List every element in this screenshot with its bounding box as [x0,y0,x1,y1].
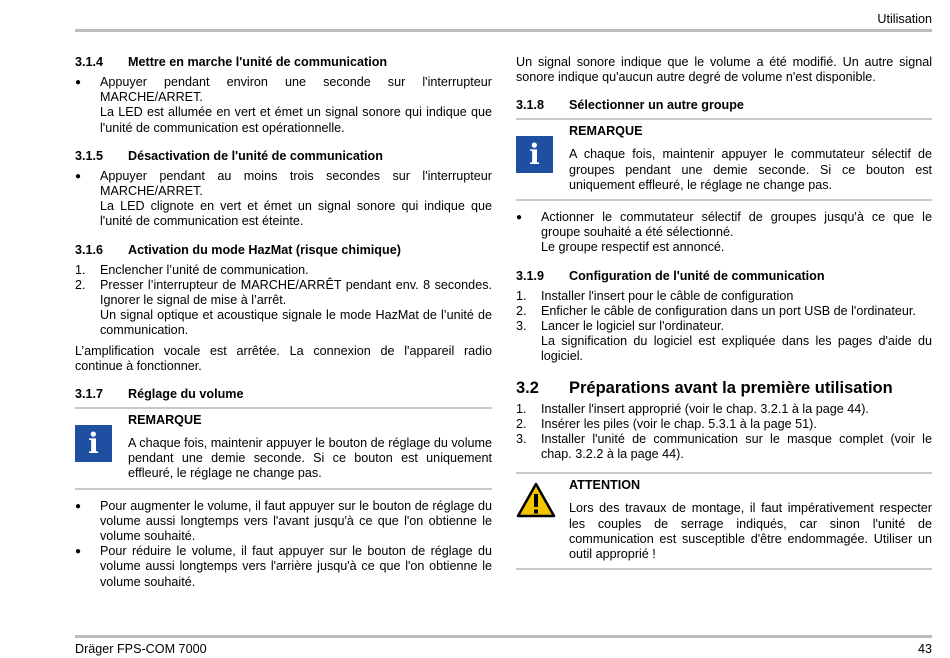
bullet-icon [75,544,100,590]
bullet-icon [75,499,100,545]
running-header: Utilisation [877,12,932,26]
section-heading: 3.1.8 Sélectionner un autre groupe [516,98,744,113]
list-item: 1. Installer l'insert approprié (voir le chap. 3.2.1 à la page 44). [516,401,869,416]
paragraph: L’amplification vocale est arrêtée. La connexion de l'appareil radio continue à fonctionner. [75,343,492,373]
left-column [75,55,492,590]
bullet-icon [516,210,541,256]
list-item: 3. Installer l'unité de communication sur le masque complet (voir le chap. 3.2.2 à la page 44). [516,432,932,462]
section-heading: 3.1.4 Mettre en marche l'unité de communication [75,55,388,69]
section-3-1-8 [516,98,932,255]
section-heading: 3.1.9 Configuration de l'unité de communication [516,268,825,283]
footer-product: Dräger FPS-COM 7000 [75,642,207,656]
warning-icon [516,482,556,518]
list-item: ● Appuyer pendant au moins trois secondes sur l'interrupteur MARCHE/ARRET. La LED clignote en vert et émet un signal sonore qui indique que l'unité de communication est éteinte. [75,169,492,230]
section-3-1-7 [75,387,492,590]
right-column [516,55,932,579]
info-icon: i [75,425,112,462]
section-3-1-9 [516,269,932,365]
section-3-1-6 [75,243,492,374]
list-item: ● Appuyer pendant environ une seconde sur l'interrupteur MARCHE/ARRET. La LED est allumée en vert et émet un signal sonore qui indique que l'unité de communication est opérationnelle. [75,75,492,136]
list-item: 2. Enficher le câble de configuration dans un port USB de l'ordinateur. [516,303,916,318]
list-item: ● Pour augmenter le volume, il faut appuyer sur le bouton de réglage du volume aussi longtemps vers l'avant jusqu'à ce que l'on obtienne le volume souhaité. [75,499,492,545]
list-item: ● Pour réduire le volume, il faut appuyer sur le bouton de réglage du volume aussi longtemps vers l'arrière jusqu'à ce que l'on obtienne le volume souhaité. [75,544,492,590]
section-heading: 3.1.5 Désactivation de l'unité de communication [75,148,383,163]
attention-box: ATTENTION Lors des travaux de montage, il faut impérativement respecter les couples de serrage indiqués, car sinon l'unité de communication est susceptible d'être endommagée. Utiliser un outil approprié ! [516,472,932,570]
bullet-icon [75,169,100,230]
list-item: ● Actionner le commutateur sélectif de groupes jusqu'à ce que le groupe souhaité a été sélectionné. Le groupe respectif est annoncé. [516,210,932,256]
list-item: 2. Presser l’interrupteur de MARCHE/ARRÊT pendant env. 8 secondes. Ignorer le signal de mise à l’arrêt. Un signal optique et acoustique signale le mode HazMat de l’unité de communication. [75,277,492,338]
list-item: 1. Installer l'insert pour le câble de configuration [516,288,794,303]
list-item: 2. Insérer les piles (voir le chap. 5.3.1 à la page 51). [516,416,817,431]
section-heading: 3.1.6 Activation du mode HazMat (risque chimique) [75,242,401,257]
bullet-icon [75,75,100,136]
section-heading: 3.1.7 Réglage du volume [75,387,244,402]
section-3-1-5 [75,149,492,230]
section-3-1-4 [75,55,492,136]
chapter-heading: 3.2 Préparations avant la première utilisation [516,378,893,397]
info-icon: i [516,136,553,173]
header-rule [75,29,932,32]
page-number: 43 [917,642,932,656]
paragraph: Un signal sonore indique que le volume a été modifié. Un autre signal sonore indique qu'aucun autre degré de volume n'est disponible. [516,55,932,85]
note-box: i REMARQUE A chaque fois, maintenir appuyer le commutateur sélectif de groupes pendant une demie seconde. Si ce bouton est uniquement effleuré, le réglage ne change pas. [516,118,932,201]
list-item: 1. Enclencher l’unité de communication. [75,262,309,277]
list-item: 3. Lancer le logiciel sur l'ordinateur. La signification du logiciel est expliquée dans les pages d'aide du logiciel. [516,319,932,364]
note-box: i REMARQUE A chaque fois, maintenir appuyer le bouton de réglage du volume pendant une demie seconde. Si ce bouton est uniquement effleuré, le réglage ne change pas. [75,407,492,490]
section-3-2 [516,378,932,571]
footer-rule [75,635,932,638]
